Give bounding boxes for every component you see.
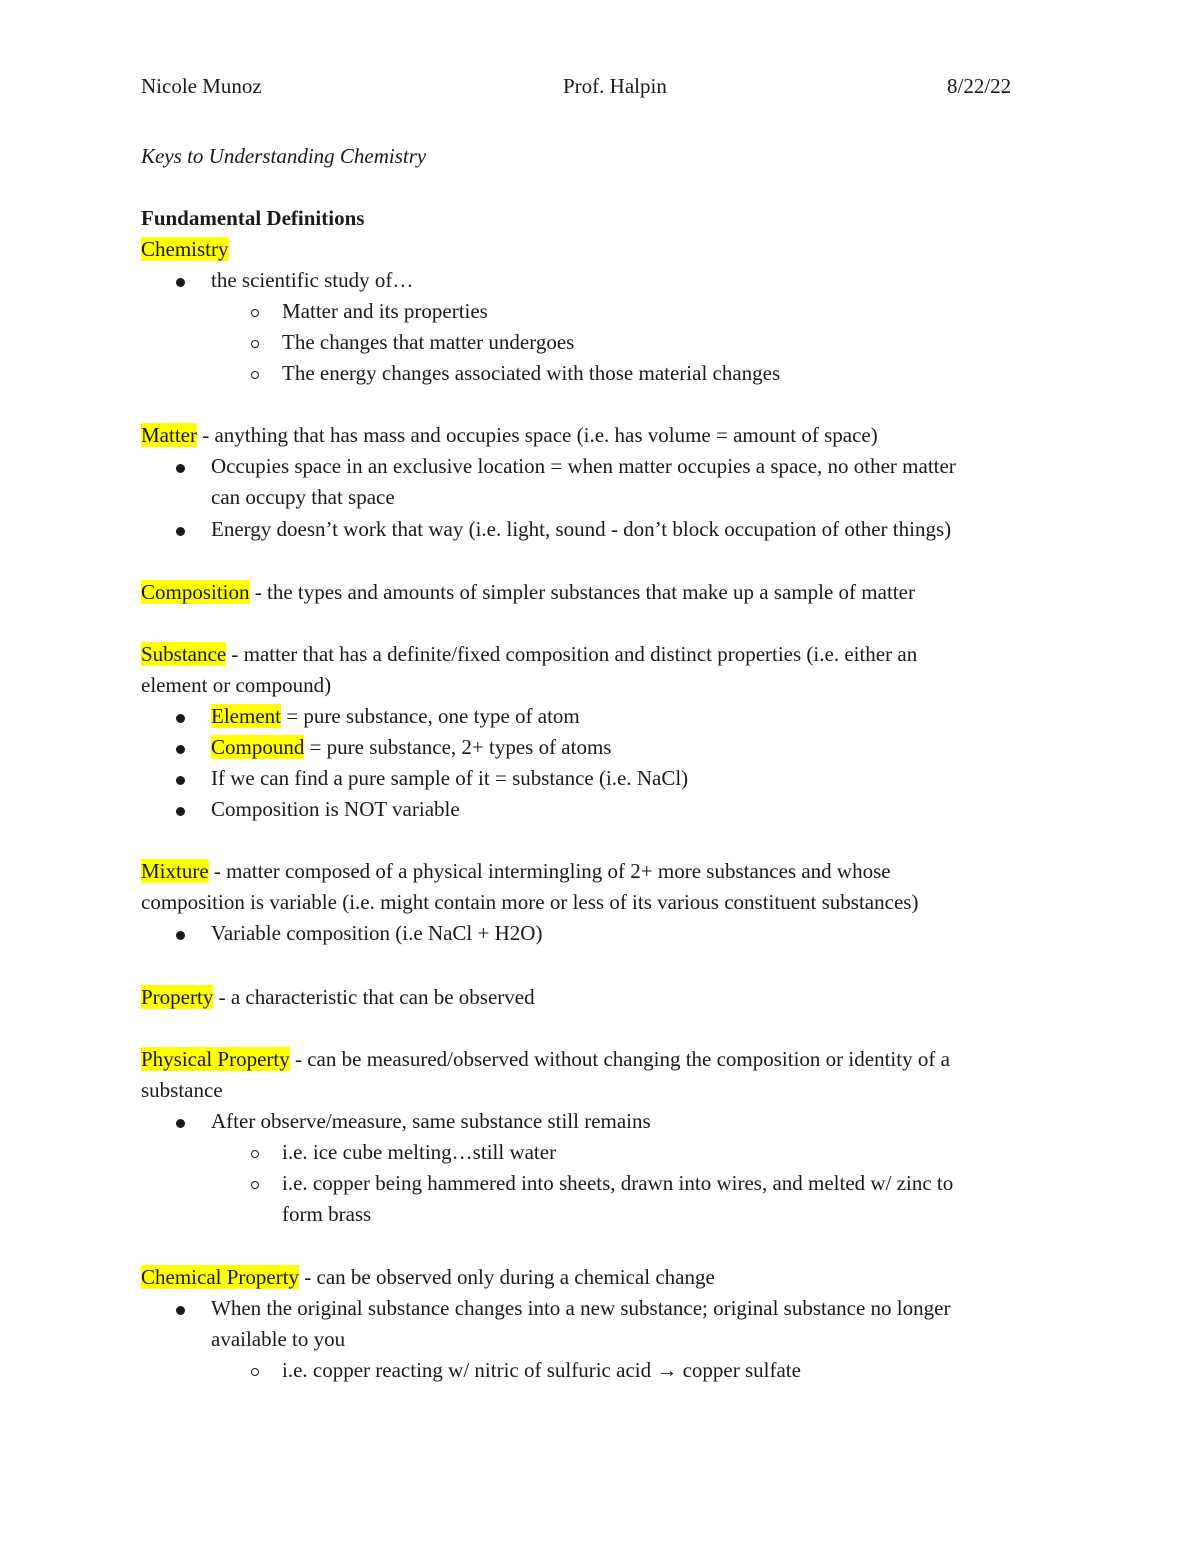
chemistry-sub-1: Matter and its properties	[282, 299, 488, 323]
mixture-definition-cont: composition is variable (i.e. might contain more or less of its various constituent substances)	[141, 890, 919, 914]
chemical-property-bullet: When the original substance changes into a new substance; original substance no longer	[211, 1296, 951, 1320]
bullet-dot	[176, 776, 185, 785]
sub-bullet-circle	[251, 371, 259, 379]
term-compound-highlight: Compound	[211, 735, 305, 759]
term-physical-property-highlight: Physical Property	[141, 1047, 290, 1071]
header-author: Nicole Munoz	[141, 74, 262, 98]
matter-bullet-1-cont: can occupy that space	[211, 485, 395, 509]
physical-property-sub-2: i.e. copper being hammered into sheets, drawn into wires, and melted w/ zinc to	[282, 1171, 954, 1195]
bullet-dot	[176, 1119, 185, 1128]
substance-bullet-3: If we can find a pure sample of it = substance (i.e. NaCl)	[211, 766, 689, 790]
physical-property-sub-1: i.e. ice cube melting…still water	[282, 1140, 557, 1164]
header-professor: Prof. Halpin	[563, 74, 667, 98]
chemistry-bullet: the scientific study of…	[211, 268, 414, 292]
substance-bullet-4: Composition is NOT variable	[211, 797, 460, 821]
chemical-property-definition-line	[141, 1263, 715, 1291]
substance-definition-cont: element or compound)	[141, 673, 332, 697]
term-chemistry-highlight: Chemistry	[141, 237, 229, 261]
sub-bullet-circle	[251, 1368, 259, 1376]
chemical-property-bullet-cont: available to you	[211, 1327, 346, 1351]
sub-bullet-circle	[251, 1150, 259, 1158]
composition-definition: - the types and amounts of simpler substances that make up a sample of matter	[249, 580, 915, 604]
property-definition-line	[141, 983, 535, 1011]
substance-compound-line	[211, 733, 611, 761]
chemical-property-sub: i.e. copper reacting w/ nitric of sulfuric acid → copper sulfate	[282, 1358, 801, 1382]
chemistry-sub-3: The energy changes associated with those material changes	[282, 361, 781, 385]
property-definition: - a characteristic that can be observed	[213, 985, 535, 1009]
sub-bullet-circle	[251, 1181, 259, 1189]
physical-property-definition-cont: substance	[141, 1078, 223, 1102]
bullet-dot	[176, 464, 185, 473]
term-chemistry	[141, 235, 229, 263]
element-text: = pure substance, one type of atom	[280, 704, 580, 728]
substance-definition-line	[141, 640, 917, 668]
bullet-dot	[176, 527, 185, 536]
bullet-dot	[176, 807, 185, 816]
chemical-property-definition: - can be observed only during a chemical change	[299, 1265, 715, 1289]
header-date: 8/22/22	[947, 74, 1012, 98]
term-chemical-property-highlight: Chemical Property	[141, 1265, 300, 1289]
composition-definition-line	[141, 578, 915, 606]
matter-bullet-2: Energy doesn’t work that way (i.e. light, sound - don’t block occupation of other things)	[211, 517, 952, 541]
section-heading: Fundamental Definitions	[141, 206, 365, 230]
substance-definition: - matter that has a definite/fixed composition and distinct properties (i.e. either an	[226, 642, 918, 666]
matter-bullet-1: Occupies space in an exclusive location = when matter occupies a space, no other matter	[211, 454, 956, 478]
matter-definition: - anything that has mass and occupies space (i.e. has volume = amount of space)	[196, 423, 878, 447]
bullet-dot	[176, 714, 185, 723]
compound-text: = pure substance, 2+ types of atoms	[304, 735, 612, 759]
physical-property-bullet: After observe/measure, same substance still remains	[211, 1109, 651, 1133]
bullet-dot	[176, 931, 185, 940]
physical-property-definition: - can be measured/observed without changing the composition or identity of a	[289, 1047, 950, 1071]
physical-property-definition-line	[141, 1045, 950, 1073]
sub-bullet-circle	[251, 340, 259, 348]
term-property-highlight: Property	[141, 985, 214, 1009]
term-composition-highlight: Composition	[141, 580, 250, 604]
term-element-highlight: Element	[211, 704, 281, 728]
bullet-dot	[176, 1306, 185, 1315]
physical-property-sub-2-cont: form brass	[282, 1202, 372, 1226]
term-substance-highlight: Substance	[141, 642, 227, 666]
bullet-dot	[176, 278, 185, 287]
mixture-definition-line	[141, 857, 891, 885]
bullet-dot	[176, 745, 185, 754]
mixture-definition: - matter composed of a physical intermingling of 2+ more substances and whose	[208, 859, 891, 883]
chemistry-sub-2: The changes that matter undergoes	[282, 330, 575, 354]
mixture-bullet: Variable composition (i.e NaCl + H2O)	[211, 921, 543, 945]
document-title: Keys to Understanding Chemistry	[141, 144, 427, 168]
term-matter-highlight: Matter	[141, 423, 197, 447]
term-mixture-highlight: Mixture	[141, 859, 209, 883]
substance-element-line	[211, 702, 580, 730]
matter-definition-line	[141, 421, 878, 449]
sub-bullet-circle	[251, 309, 259, 317]
